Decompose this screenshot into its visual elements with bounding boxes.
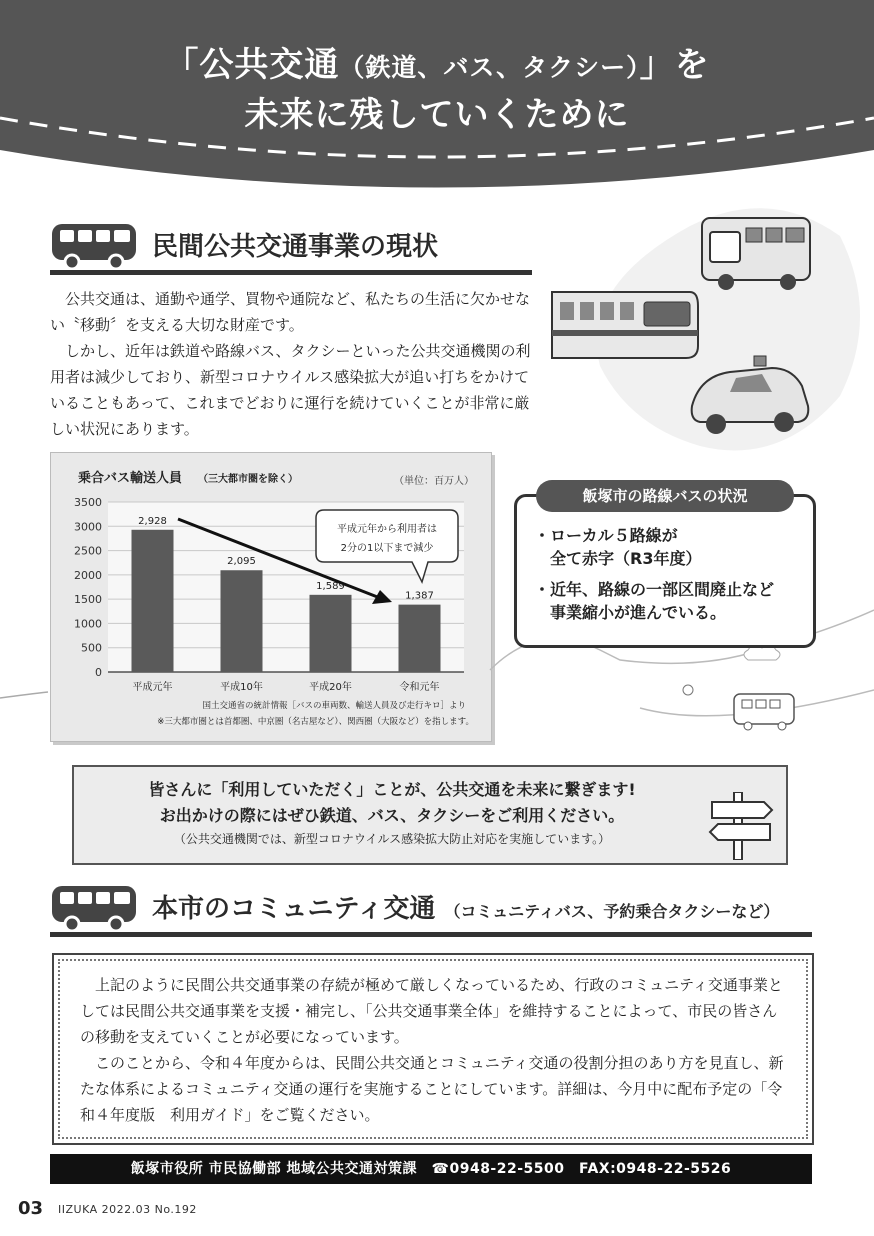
bus-icon <box>50 222 138 270</box>
data-label: 2,095 <box>227 556 256 568</box>
data-label: 1,387 <box>405 590 434 602</box>
bus-status-line: 事業縮小が進んでいる。 <box>534 603 727 622</box>
annotation-line: 平成元年から利用者は <box>337 524 437 535</box>
section1-paragraph: しかし、近年は鉄道や路線バス、タクシーといった公共交通機関の利用者は減少しており、新型コロナウイルス感染拡大が追い打ちをかけていることもあって、これまでどおりに運行を続けていくことが非常に厳しい状況にあります。 <box>50 342 531 438</box>
section1-body <box>50 286 532 442</box>
message-text: ことが、公共交通を未来に繋ぎます! <box>372 780 636 799</box>
bus-status-line: 全て赤字（R3年度） <box>534 549 702 568</box>
y-tick-label: 3000 <box>74 520 102 534</box>
bus-status-line: ・ローカル５路線が <box>534 526 678 545</box>
annotation-line: 2分の1以下まで減少 <box>340 543 434 554</box>
page-number: 03 <box>18 1198 44 1219</box>
issue-label: IIZUKA 2022.03 No.192 <box>58 1203 197 1216</box>
title-part-b: （鉄道、バス、タクシー） <box>339 53 640 82</box>
chart-subtitle: （三大都市圏を除く） <box>198 474 298 485</box>
chart-source: 国土交通省の統計情報［バスの車両数、輸送人員及び走行キロ］より <box>202 701 466 711</box>
contact-bar: 飯塚市役所 市民協働部 地域公共交通対策課 ☎0948-22-5500 FAX:0948-22-5526 <box>50 1154 812 1184</box>
section2-paragraph: 上記のように民間公共交通事業の存続が極めて厳しくなっているため、行政のコミュニティ交通事業としては民間公共交通事業を支援・補完し、「公共交通事業全体」を維持することによって、市民の皆さんの移動を支えていくことが必要になっています。 <box>80 976 783 1046</box>
y-tick-label: 3500 <box>74 496 102 509</box>
bus-status-title: 飯塚市の路線バスの状況 <box>536 480 794 512</box>
small-bus-illustration <box>734 694 794 730</box>
y-tick-label: 1500 <box>74 593 102 607</box>
message-line3: （公共交通機関では、新型コロナウイルス感染拡大防止対応を実施しています。） <box>173 832 611 846</box>
section1-header <box>50 222 530 270</box>
section1-paragraph: 公共交通は、通勤や通学、買物や通院など、私たちの生活に欠かせない〝移動〞を支える大切な財産です。 <box>50 290 531 334</box>
section2-heading <box>152 888 779 925</box>
y-tick-label: 0 <box>95 666 102 679</box>
message-text: 皆さんに <box>148 780 213 799</box>
chart-note: ※三大都市圏とは首都圏、中京圏（名古屋など）、関西圏（大阪など）を指します。 <box>157 717 474 727</box>
section2-rule <box>50 932 812 937</box>
signpost-icon <box>704 792 778 860</box>
title-line2: 未来に残していくために <box>244 95 630 135</box>
train-illustration <box>552 292 698 358</box>
section2-subheading: （コミュニティバス、予約乗合タクシーなど） <box>444 902 780 921</box>
bus-status-item <box>534 578 804 624</box>
y-tick-label: 2000 <box>74 568 102 582</box>
x-tick-label: 平成20年 <box>309 682 352 693</box>
message-line1 <box>72 777 712 800</box>
section2-heading-main: 本市のコミュニティ交通 <box>152 894 436 924</box>
page-title <box>0 42 874 139</box>
x-tick-label: 平成元年 <box>132 682 173 693</box>
x-tick-label: 平成10年 <box>220 682 263 693</box>
data-label: 1,589 <box>316 580 345 592</box>
chart-title: 乗合バス輸送人員 <box>78 471 183 486</box>
section1-heading: 民間公共交通事業の現状 <box>152 232 439 262</box>
bus-status-panel <box>514 494 816 648</box>
section2-header <box>50 884 810 932</box>
vehicles-illustration <box>540 196 874 466</box>
y-tick-label: 500 <box>81 641 102 655</box>
title-part-c: 」を <box>639 45 710 85</box>
section2-paragraph: このことから、令和４年度からは、民間公共交通とコミュニティ交通の役割分担のあり方を見直し、新たな体系によるコミュニティ交通の運行を実施することにしています。詳細は、今月中に配布予定の「令和４年度版 利用ガイド」をご覧ください。 <box>80 1054 784 1124</box>
title-part-a: 「公共交通 <box>164 45 340 85</box>
bus-status-line: ・近年、路線の一部区間廃止など <box>534 580 775 599</box>
data-label: 2,928 <box>138 515 167 527</box>
y-tick-label: 1000 <box>74 617 102 631</box>
message-line2: お出かけの際にはぜひ鉄道、バス、タクシーをご利用ください。 <box>159 806 625 825</box>
bus-icon <box>50 884 138 932</box>
bus-status-item <box>534 524 804 570</box>
section2-body <box>80 972 792 1128</box>
y-tick-label: 2500 <box>74 544 102 558</box>
x-tick-label: 令和元年 <box>399 682 440 693</box>
message-emphasis: 「利用していただく」 <box>212 780 373 799</box>
section1-rule <box>50 270 532 275</box>
chart-unit: （単位：百万人） <box>394 476 474 487</box>
city-bus-illustration <box>702 218 810 290</box>
